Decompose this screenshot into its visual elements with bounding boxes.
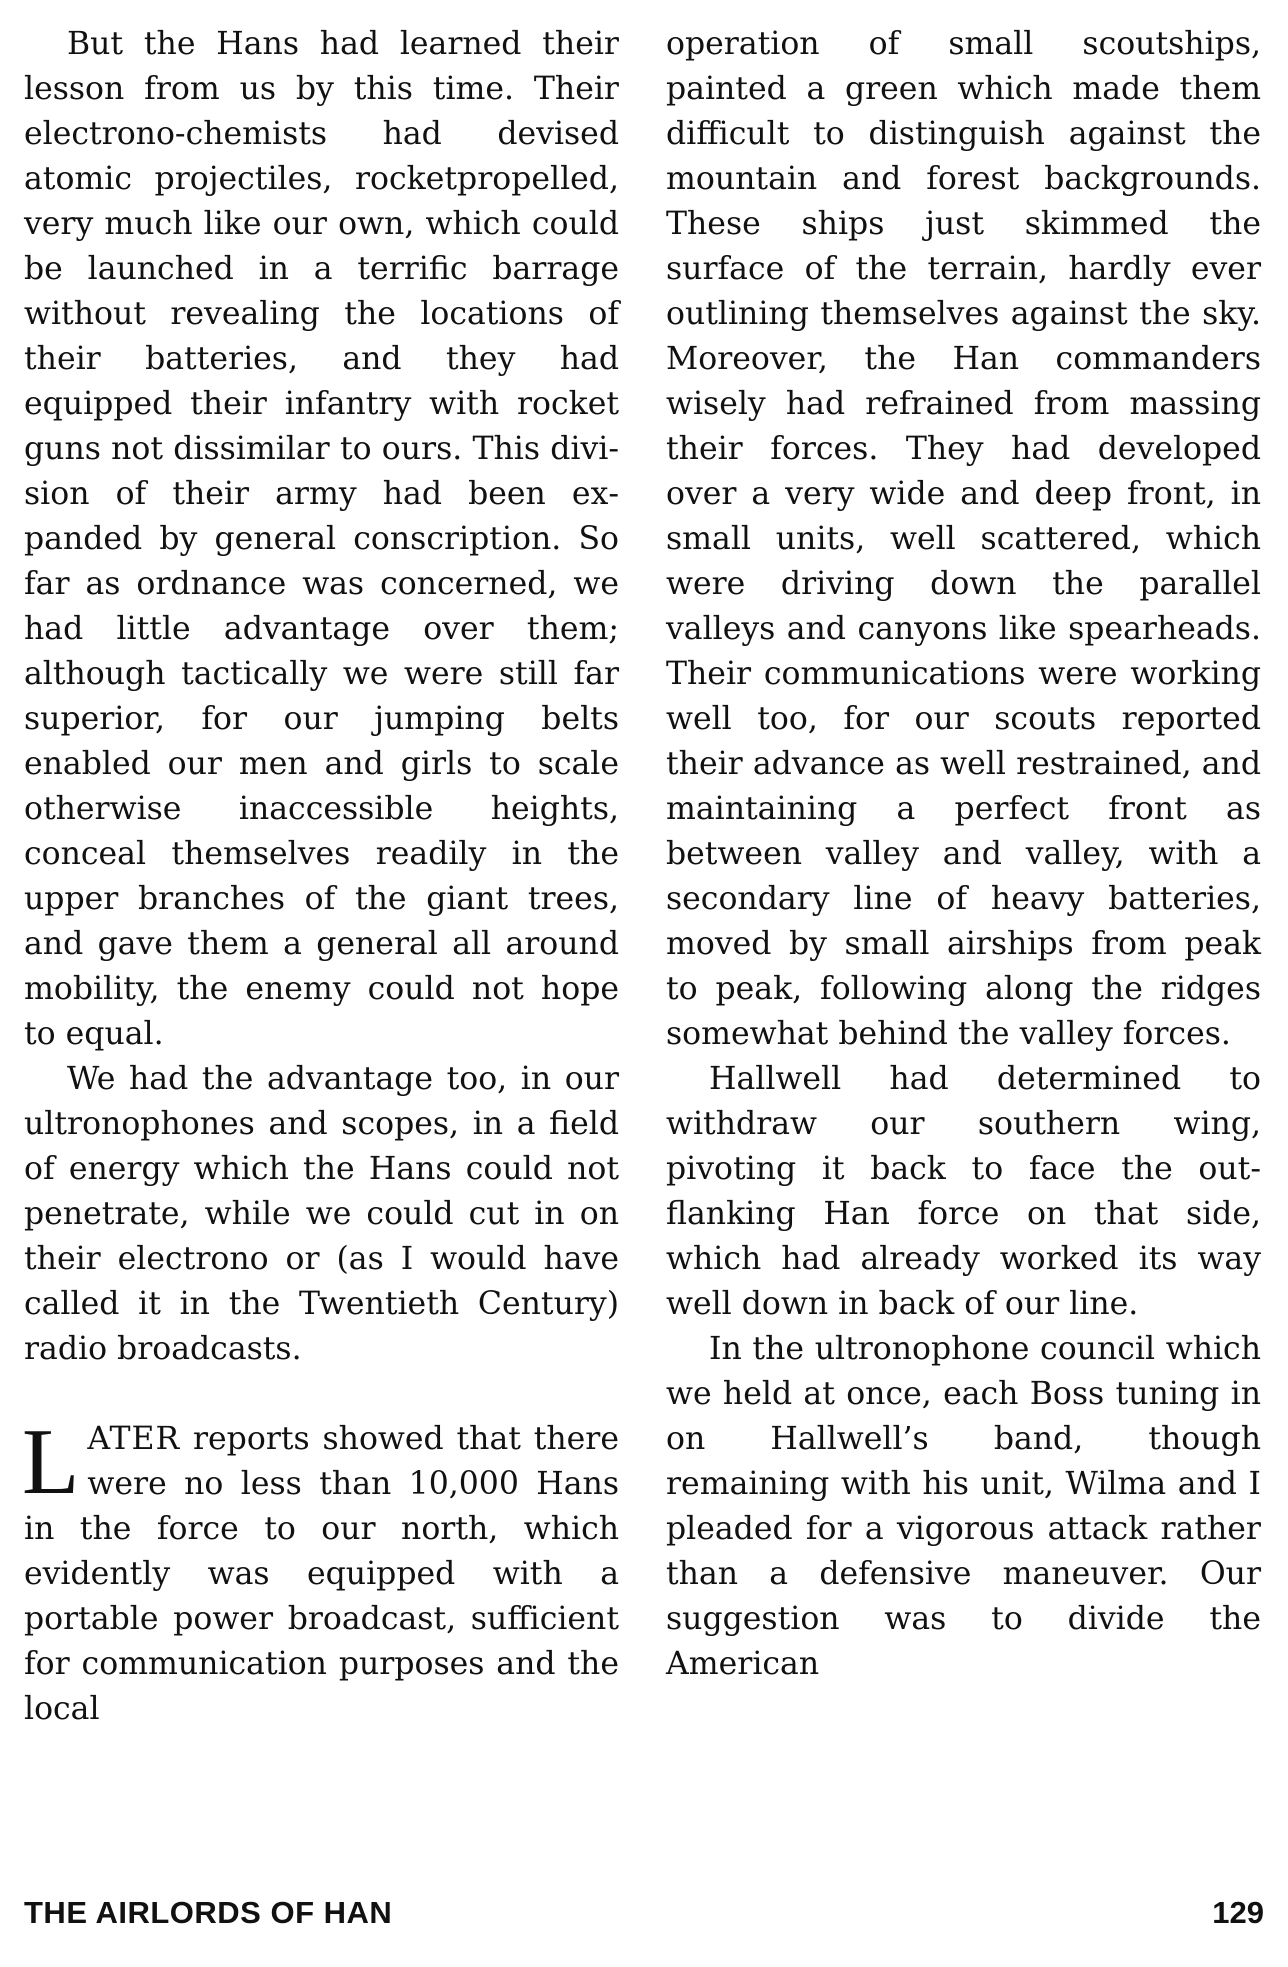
left-column bbox=[24, 22, 619, 1732]
page-number: 129 bbox=[1212, 1895, 1264, 1930]
section-break bbox=[24, 1372, 619, 1417]
section-opening-paragraph bbox=[22, 1410, 619, 1732]
paragraph: operation of small scoutships, painted a green which made them difficult to distinguish against the mountain and forest backgrounds. These ships just skimmed the surface of the terrain, hardly ever outlining themselves against the sky. Moreover, the Han commanders wisely had refrained from massing their forces. They had developed over a very wide and deep front, in small units, well scattered, which were driving down the parallel valleys and canyons like spearheads. Their communications were working well too, for our scouts reported their advance as well restrained, and maintaining a perfect front as between valley and valley, with a secondary line of heavy batteries, moved by small airships from peak to peak, following along the ridges somewhat behind the valley forces. bbox=[666, 26, 1261, 1052]
right-column bbox=[666, 22, 1261, 1687]
drop-cap: L bbox=[22, 1410, 80, 1514]
paragraph: But the Hans had learned their lesson from us by this time. Their electrono-chemists had devised atomic projectiles, rocketpropelled, very much like our own, which could be launched in a terrific barrage without revealing the locations of their batteries, and they had equipped their infantry with rocket guns not dissimilar to ours. This division of their army had been expanded by general conscription. So far as ordnance was concerned, we had little advantage over them; although tactically we were still far superior, for our jumping belts enabled our men and girls to scale otherwise inaccessible heights, conceal themselves readily in the upper branches of the giant trees, and gave them a general all around mobility, the enemy could not hope to equal. bbox=[24, 26, 619, 1052]
paragraph-text: reports showed that there were no less than 10,000 Hans in the force to our north, which evidently was equipped with a portable power broadcast, sufficient for communication purposes and the local bbox=[24, 1421, 619, 1727]
page-footer bbox=[24, 1895, 1264, 1939]
paragraph: In the ultronophone council which we held at once, each Boss tuning in on Hallwell’s band, though remaining with his unit, Wilma and I pleaded for a vigorous attack rather than a defensive maneuver. Our suggestion was to divide the American bbox=[666, 1331, 1261, 1682]
paragraph: We had the advantage too, in our ultronophones and scopes, in a field of energy which the Hans could not penetrate, while we could cut in on their electrono or (as I would have called it in the Twentieth Century) radio broadcasts. bbox=[24, 1061, 619, 1367]
paragraph: Hallwell had determined to withdraw our southern wing, pivoting it back to face the outflanking Han force on that side, which had already worked its way well down in back of our line. bbox=[666, 1061, 1261, 1322]
running-title: THE AIRLORDS OF HAN bbox=[24, 1895, 393, 1930]
lead-in-caps: ATER bbox=[87, 1421, 181, 1457]
